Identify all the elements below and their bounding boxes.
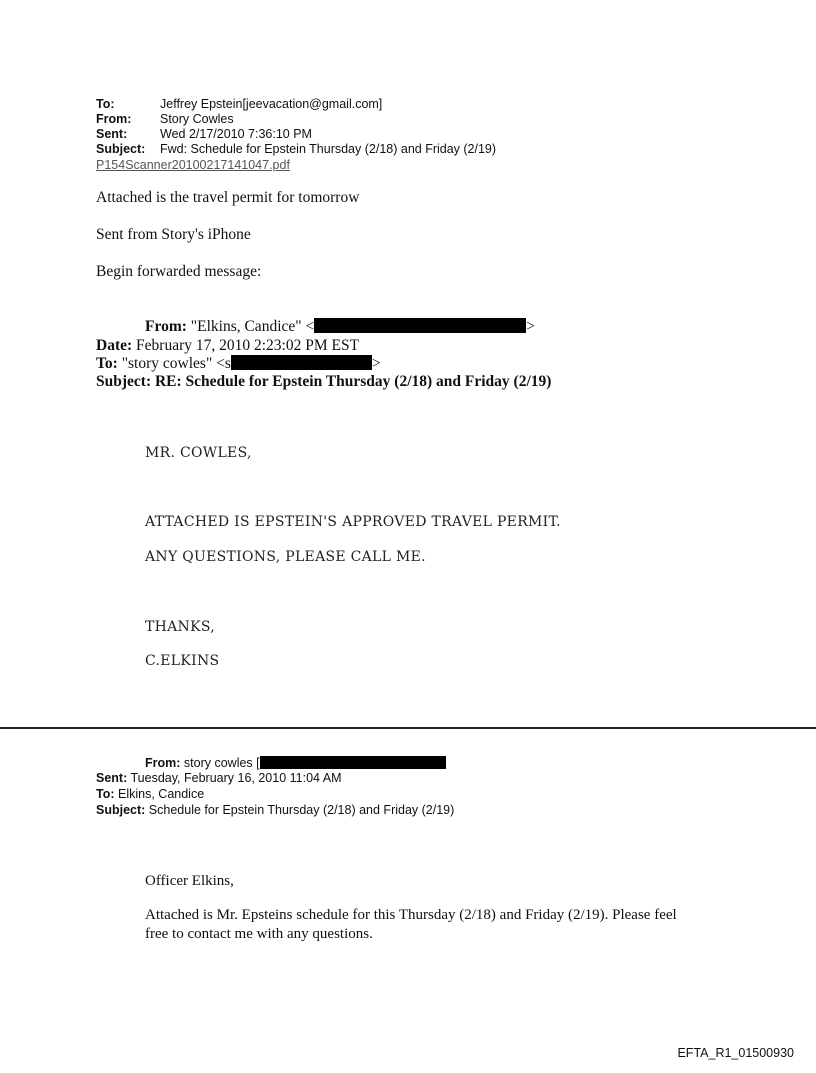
orig-sent-row xyxy=(96,771,342,785)
orig-from-row xyxy=(145,756,446,770)
from-value: Story Cowles xyxy=(160,112,234,126)
sent-label: Sent: xyxy=(96,127,128,141)
fwd-date-value: February 17, 2010 2:23:02 PM EST xyxy=(136,337,360,354)
orig-para-line2: free to contact me with any questions. xyxy=(145,926,373,942)
fwd-subject-label: Subject: xyxy=(96,373,152,390)
orig-sent-label: Sent: xyxy=(96,771,128,785)
fwd-from-label: From: xyxy=(145,318,187,335)
reply-line-questions: ANY QUESTIONS, PLEASE CALL ME. xyxy=(145,549,426,565)
orig-to-value: Elkins, Candice xyxy=(118,787,205,801)
orig-subject-row xyxy=(96,803,454,817)
reply-thanks: THANKS, xyxy=(145,619,216,635)
redaction-box xyxy=(260,756,446,769)
reply-greeting: MR. COWLES, xyxy=(145,445,252,461)
header-from-row xyxy=(96,112,234,126)
orig-from-label: From: xyxy=(145,756,181,770)
body-line-begin-forwarded: Begin forwarded message: xyxy=(96,263,262,280)
fwd-to-label: To: xyxy=(96,355,118,372)
reply-line-permit: ATTACHED IS EPSTEIN'S APPROVED TRAVEL PERMIT. xyxy=(145,514,561,530)
orig-subject-value: Schedule for Epstein Thursday (2/18) and Friday (2/19) xyxy=(148,803,455,817)
orig-to-label: To: xyxy=(96,787,115,801)
fwd-to-value: "story cowles" < xyxy=(121,355,225,372)
header-sent-row xyxy=(96,127,312,141)
header-to-row xyxy=(96,97,382,111)
redaction-box xyxy=(231,355,372,370)
sent-value: Wed 2/17/2010 7:36:10 PM xyxy=(160,127,312,141)
attachment-link[interactable]: P154Scanner20100217141047.pdf xyxy=(96,158,290,172)
body-line-sent-from: Sent from Story's iPhone xyxy=(96,226,251,243)
to-value: Jeffrey Epstein[jeevacation@gmail.com] xyxy=(160,97,383,111)
fwd-to-close-bracket: > xyxy=(371,355,381,372)
fwd-from-value: "Elkins, Candice" < xyxy=(190,318,315,335)
fwd-date-label: Date: xyxy=(96,337,133,354)
fwd-to-row xyxy=(96,355,381,373)
to-label: To: xyxy=(96,97,115,111)
fwd-subject-row xyxy=(96,373,551,391)
orig-subject-label: Subject: xyxy=(96,803,146,817)
fwd-from-row xyxy=(145,318,535,336)
reply-signature: C.ELKINS xyxy=(145,653,220,669)
fwd-subject-value: RE: Schedule for Epstein Thursday (2/18) and Friday (2/19) xyxy=(154,373,552,390)
orig-para-line1: Attached is Mr. Epsteins schedule for this Thursday (2/18) and Friday (2/19). Please feel xyxy=(145,907,677,923)
fwd-to-partial: s xyxy=(224,355,231,372)
redaction-box xyxy=(314,318,526,333)
subject-value: Fwd: Schedule for Epstein Thursday (2/18) and Friday (2/19) xyxy=(160,142,497,156)
from-label: From: xyxy=(96,112,132,126)
orig-from-value: story cowles [ xyxy=(183,756,260,770)
orig-greeting: Officer Elkins, xyxy=(145,873,234,889)
orig-sent-value: Tuesday, February 16, 2010 11:04 AM xyxy=(130,771,342,785)
document-id: EFTA_R1_01500930 xyxy=(677,1046,794,1060)
fwd-close-bracket: > xyxy=(526,318,535,335)
subject-label: Subject: xyxy=(96,142,146,156)
message-divider xyxy=(0,727,816,729)
header-subject-row xyxy=(96,142,496,156)
orig-to-row xyxy=(96,787,204,801)
body-line-permit: Attached is the travel permit for tomorrow xyxy=(96,189,360,206)
fwd-date-row xyxy=(96,337,359,355)
